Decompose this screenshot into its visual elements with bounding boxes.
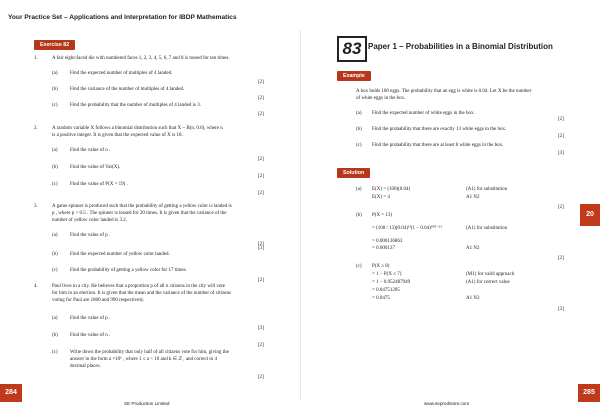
sol-c-r2: (A1) for correct value bbox=[466, 280, 510, 285]
mark: [3] bbox=[258, 326, 264, 331]
q3-number: 3. bbox=[34, 204, 38, 209]
q1b-label: (b) bbox=[52, 87, 58, 92]
q3-line2: p , where p > 0.5 . The spinner is tossed for 20 times. It is given that the variance of the bbox=[52, 211, 227, 216]
page-gutter bbox=[300, 30, 301, 400]
page-header: Your Practice Set – Applications and Interpretation for IBDP Mathematics bbox=[8, 14, 237, 21]
mark: [3] bbox=[258, 246, 264, 251]
q4c-line1: Write down the probability that only half of all citizens vote for him, giving the bbox=[70, 350, 229, 355]
sol-a-r1: (A1) for substitution bbox=[466, 187, 508, 192]
mark: [2] bbox=[258, 80, 264, 85]
q2c-text: Find the value of P(X = 19) . bbox=[70, 182, 128, 187]
sol-a-r2: A1 N2 bbox=[466, 195, 480, 200]
mark: [2] bbox=[258, 191, 264, 196]
q2b-text: Find the value of Var(X). bbox=[70, 165, 121, 170]
mark: [2] bbox=[558, 205, 564, 210]
mark: [2] bbox=[258, 375, 264, 380]
q4b-label: (b) bbox=[52, 333, 58, 338]
q2b-label: (b) bbox=[52, 165, 58, 170]
q3-line1: A game spinner is produced such that the probability of getting a yellow color is landed is bbox=[52, 204, 232, 209]
q3c-label: (c) bbox=[52, 268, 58, 273]
chapter-number-box: 83 bbox=[337, 36, 367, 62]
q1b-text: Find the variance of the number of multiples of 4 landed. bbox=[70, 87, 185, 92]
mark: [2] bbox=[258, 174, 264, 179]
mark: [2] bbox=[258, 157, 264, 162]
mark: [2] bbox=[558, 256, 564, 261]
q3a-label: (a) bbox=[52, 233, 58, 238]
sol-c-l5: = 0.0475 bbox=[372, 296, 390, 301]
exercise-label: Exercise 82 bbox=[34, 40, 75, 50]
sol-b-label: (b) bbox=[356, 213, 362, 218]
q4-number: 4. bbox=[34, 284, 38, 289]
q4a-label: (a) bbox=[52, 316, 58, 321]
mark: [2] bbox=[258, 96, 264, 101]
ex-c-label: (c) bbox=[356, 143, 362, 148]
sol-b-r2: A1 N2 bbox=[466, 246, 480, 251]
q4-line3: voting for Paul are 1800 and 990 respectively. bbox=[52, 298, 145, 303]
q1a-label: (a) bbox=[52, 71, 58, 76]
ex-a-text: Find the expected number of white eggs in the box. bbox=[372, 111, 475, 116]
q4c-label: (c) bbox=[52, 350, 58, 355]
q4a-text: Find the value of p . bbox=[70, 316, 111, 321]
q3c-text: Find the probability of getting a yellow color for 17 times. bbox=[70, 268, 187, 273]
footer-left: SE Production Limited bbox=[124, 401, 170, 406]
example-text-2: of white eggs in the box. bbox=[356, 96, 406, 101]
page-number-left: 284 bbox=[0, 384, 22, 402]
mark: [2] bbox=[258, 242, 264, 247]
ex-a-label: (a) bbox=[356, 111, 362, 116]
q1c-text: Find the probability that the number of multiples of 4 landed is 3. bbox=[70, 103, 201, 108]
q3a-text: Find the value of p . bbox=[70, 233, 111, 238]
sol-a-label: (a) bbox=[356, 187, 362, 192]
sol-c-l4: = 0.04751205 bbox=[372, 288, 400, 293]
sol-b-l4: = 0.000137 bbox=[372, 246, 395, 251]
chapter-title: Paper 1 – Probabilities in a Binomial Distribution bbox=[368, 42, 553, 51]
ex-c-text: Find the probability that there are at least 8 white eggs in the box. bbox=[372, 143, 504, 148]
ex-b-text: Find the probability that there are exactly 13 white eggs in the box. bbox=[372, 127, 507, 132]
q2-line2: is a positive integer. It is given that the expected value of X is 18. bbox=[52, 133, 183, 138]
page-number-right: 285 bbox=[578, 384, 600, 402]
sol-c-label: (c) bbox=[356, 264, 362, 269]
ex-b-label: (b) bbox=[356, 127, 362, 132]
mark: [2] bbox=[258, 112, 264, 117]
sol-c-r3: A1 N3 bbox=[466, 296, 480, 301]
q1-text: A fair eight-faced die with numbered faces 1, 2, 3, 4, 5, 6, 7 and 8 is tossed for ten times. bbox=[52, 56, 230, 61]
q4-line1: Paul lives in a city. He believes that a proportion p of all n citizens in the city will vote bbox=[52, 284, 225, 289]
q2-line1: A random variable X follows a binomial distribution such that X ~ B(n, 0.6), where n bbox=[52, 126, 223, 131]
chapter-side-tab: 20 bbox=[580, 204, 600, 226]
solution-label: Solution bbox=[337, 168, 370, 178]
sol-c-l1: P(X ≥ 8) bbox=[372, 264, 390, 269]
q3b-text: Find the expected number of yellow color landed. bbox=[70, 252, 170, 257]
q2c-label: (c) bbox=[52, 182, 58, 187]
example-label: Example bbox=[337, 71, 371, 81]
example-text-1: A box holds 100 eggs. The probability that an egg is white is 0.04. Let X be the number bbox=[356, 89, 532, 94]
mark: [3] bbox=[558, 307, 564, 312]
q2a-text: Find the value of n . bbox=[70, 148, 111, 153]
sol-b-l2: = (100 / 13)(0.04)¹³(1 − 0.04)¹⁰⁰⁻¹³ bbox=[372, 226, 442, 231]
sol-b-l1: P(X = 13) bbox=[372, 213, 393, 218]
mark: [2] bbox=[258, 278, 264, 283]
q4c-line3: decimal places. bbox=[70, 364, 101, 369]
q2-number: 2. bbox=[34, 126, 38, 131]
sol-c-r1: (M1) for valid approach bbox=[466, 272, 515, 277]
q3b-label: (b) bbox=[52, 252, 58, 257]
q4b-text: Find the value of n . bbox=[70, 333, 111, 338]
sol-b-r1: (A1) for substitution bbox=[466, 226, 508, 231]
mark: [2] bbox=[558, 134, 564, 139]
sol-b-l3: = 0.000136863 bbox=[372, 239, 403, 244]
q1-number: 1. bbox=[34, 56, 38, 61]
q1c-label: (c) bbox=[52, 103, 58, 108]
sol-c-l3: = 1 − 0.952487949 bbox=[372, 280, 411, 285]
mark: [2] bbox=[258, 343, 264, 348]
sol-a-l1: E(X) = (100)(0.04) bbox=[372, 187, 411, 192]
q1a-text: Find the expected number of multiples of 4 landed. bbox=[70, 71, 173, 76]
q4-line2: for him in an election. It is given that the mean and the variance of the number of citizens bbox=[52, 291, 231, 296]
sol-c-l2: = 1 − P(X ≤ 7) bbox=[372, 272, 402, 277]
mark: [3] bbox=[558, 151, 564, 156]
sol-a-l2: E(X) = 4 bbox=[372, 195, 390, 200]
q2a-label: (a) bbox=[52, 148, 58, 153]
q4c-line2: answer in the form a ×10ᵏ , where 1 ≤ a < 10 and k ∈ ℤ , and correct to 4 bbox=[70, 357, 218, 362]
footer-right: www.seprodstore.com bbox=[424, 401, 470, 406]
mark: [2] bbox=[558, 117, 564, 122]
q3-line3: number of yellow color landed is 3.2. bbox=[52, 218, 127, 223]
